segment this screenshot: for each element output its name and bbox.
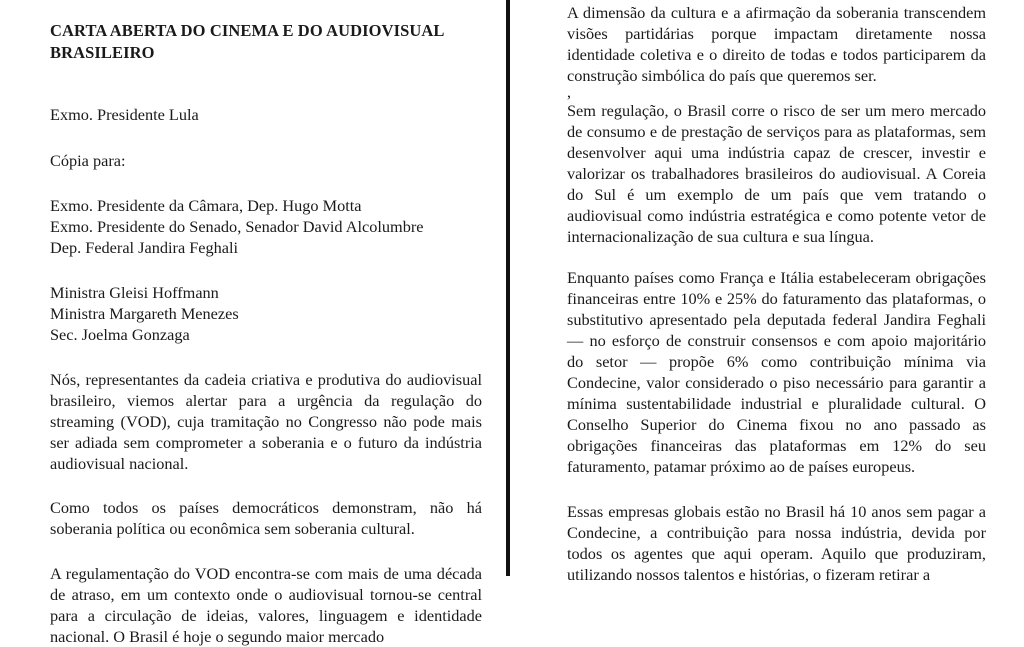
left-column xyxy=(0,0,506,646)
body-paragraph: A dimensão da cultura e a afirmação da soberania transcendem visões partidárias porque impactam diretamente nossa identidade coletiva e o direito de todas e todos participarem da construção simbólica do país que queremos ser. xyxy=(567,3,986,85)
recipient-line: Exmo. Presidente da Câmara, Dep. Hugo Motta xyxy=(50,196,362,215)
body-paragraph: Sem regulação, o Brasil corre o risco de ser um mero mercado de consumo e de prestação de serviços para as plataformas, sem desenvolver aqui uma indústria capaz de crescer, investir e valorizar os trabalhadores brasileiros do audiovisual. A Coreia do Sul é um exemplo de um país que vem tratando o audiovisual como indústria estratégica e como potente vetor de internacionalização de sua cultura e sua língua. xyxy=(567,101,986,246)
recipient-line: Exmo. Presidente do Senado, Senador David Alcolumbre xyxy=(50,217,424,236)
letter-title: CARTA ABERTA DO CINEMA E DO AUDIOVISUAL BRASILEIRO xyxy=(50,21,444,62)
recipient-line: Sec. Joelma Gonzaga xyxy=(50,325,190,344)
salutation: Exmo. Presidente Lula xyxy=(50,105,199,124)
copy-recipients-ministers xyxy=(50,282,482,345)
recipient-line: Ministra Margareth Menezes xyxy=(50,304,239,323)
body-paragraph: Como todos os países democráticos demonstram, não há soberania política ou econômica sem soberania cultural. xyxy=(50,498,482,538)
body-paragraph: Enquanto países como França e Itália estabeleceram obrigações financeiras entre 10% e 25% do faturamento das plataformas, o substitutivo apresentado pela deputada federal Jandira Feghali — no esforço de construir consensos e com apoio majoritário do setor — propõe 6% como contribuição mínima via Condecine, valor considerado o piso necessário para garantir a mínima sustentabilidade industrial e pluralidade cultural. O Conselho Superior do Cinema fixou no ano passado as obrigações financeiras das plataformas em 12% do seu faturamento, patamar próximo ao de países europeus. xyxy=(567,268,986,476)
body-paragraph: Essas empresas globais estão no Brasil há 10 anos sem pagar a Condecine, a contribuição para nossa indústria, devida por todos os agentes que aqui operam. Aquilo que produziram, utilizando nossos talentos e histórias, o fizeram retirar a xyxy=(567,502,986,584)
body-paragraph: Nós, representantes da cadeia criativa e produtiva do audiovisual brasileiro, viemos alertar para a urgência da regulação do streaming (VOD), cuja tramitação no Congresso não pode mais ser adiada sem comprometer a soberania e o futuro da indústria audiovisual nacional. xyxy=(50,370,482,473)
stray-comma: , xyxy=(567,84,571,101)
body-paragraph: A regulamentação do VOD encontra-se com mais de uma década de atraso, em um contexto onde o audiovisual tornou-se central para a circulação de ideias, valores, linguagem e identidade nacional. O Brasil é hoje o segundo maior mercado xyxy=(50,564,482,646)
recipient-line: Dep. Federal Jandira Feghali xyxy=(50,238,239,257)
copy-label: Cópia para: xyxy=(50,151,126,170)
recipient-line: Ministra Gleisi Hoffmann xyxy=(50,283,219,302)
copy-recipients-congress xyxy=(50,195,482,258)
right-column xyxy=(510,0,1024,584)
